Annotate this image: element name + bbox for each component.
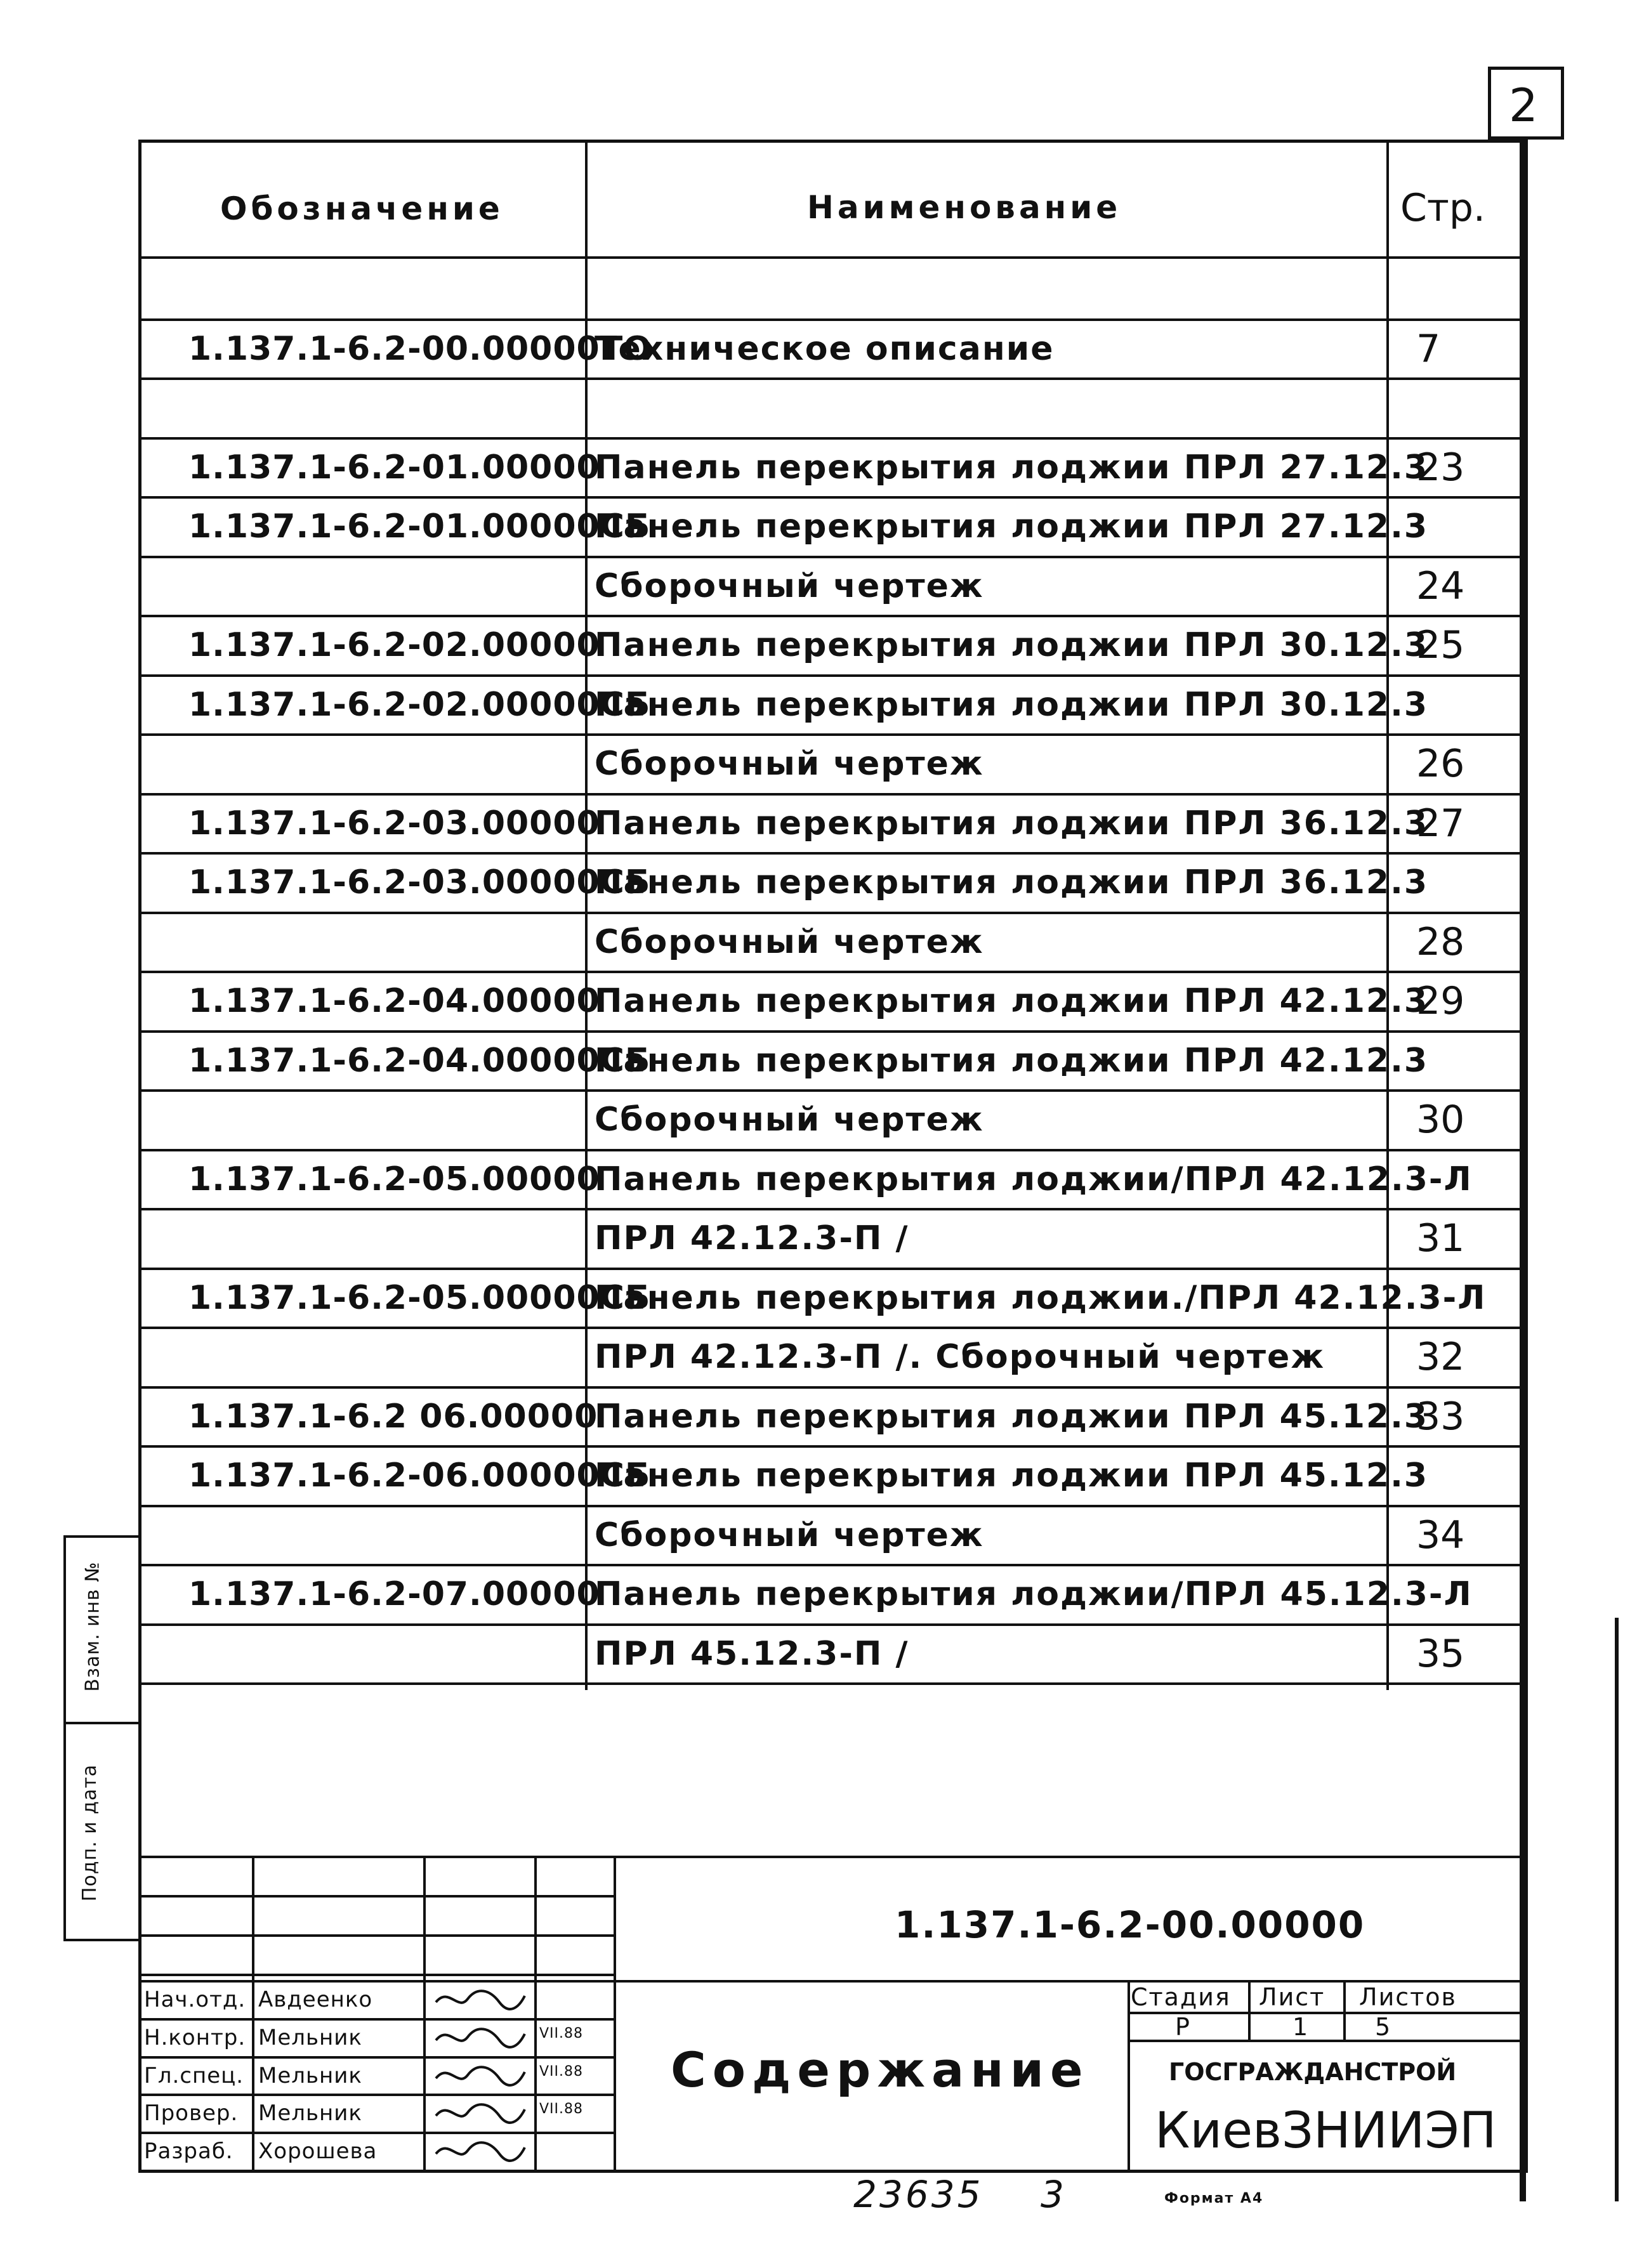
header-rule bbox=[141, 256, 1525, 259]
row-page: 28 bbox=[1416, 919, 1465, 964]
sheet-number: 2 bbox=[1509, 79, 1538, 132]
row-rule bbox=[141, 1682, 1525, 1685]
signer-name: Хорошева bbox=[258, 2139, 378, 2165]
row-code: 1.137.1-6.2-04.00000СБ bbox=[188, 1041, 651, 1080]
row-code: 1.137.1-6.2-07.00000 bbox=[188, 1575, 600, 1613]
row-page: 23 bbox=[1416, 445, 1465, 490]
signer-col-2 bbox=[423, 1856, 426, 2170]
format-mark: Формат А4 bbox=[1164, 2191, 1264, 2206]
signature-mark bbox=[430, 1983, 531, 2015]
row-rule bbox=[141, 1030, 1525, 1033]
row-name: ПРЛ 45.12.3-П / bbox=[595, 1634, 909, 1673]
row-name: Панель перекрытия лоджии/ПРЛ 42.12.3-Л bbox=[595, 1160, 1473, 1198]
row-rule bbox=[141, 852, 1525, 855]
signature-mark bbox=[430, 2097, 531, 2128]
signature-mark bbox=[430, 2135, 531, 2166]
header-page: Стр. bbox=[1400, 186, 1486, 230]
doc-code: 1.137.1-6.2-00.00000 bbox=[895, 1903, 1365, 1946]
row-rule bbox=[141, 674, 1525, 677]
signer-rule bbox=[141, 2018, 614, 2021]
org-name-2: КиевЗНИИЭП bbox=[1155, 2102, 1497, 2160]
signer-role: Разраб. bbox=[144, 2139, 233, 2165]
signer-col-3 bbox=[534, 1856, 537, 2170]
row-page: 7 bbox=[1416, 326, 1441, 371]
stage-col-1 bbox=[1248, 1980, 1251, 2040]
row-page: 27 bbox=[1416, 801, 1465, 846]
row-rule bbox=[141, 437, 1525, 440]
row-code: 1.137.1-6.2-01.00000СБ bbox=[188, 508, 651, 546]
grid-rule bbox=[141, 1980, 1525, 1983]
signer-role: Н.контр. bbox=[144, 2024, 246, 2050]
row-page: 33 bbox=[1416, 1394, 1465, 1439]
signer-rule bbox=[141, 2056, 614, 2059]
doc-title: Содержание bbox=[671, 2042, 1089, 2098]
signer-rule bbox=[141, 2132, 614, 2134]
sheet-label: Лист bbox=[1259, 1983, 1325, 2011]
signer-name: Мельник bbox=[258, 2062, 362, 2088]
row-rule bbox=[141, 556, 1525, 558]
side-stamp bbox=[63, 1535, 141, 1941]
row-name: Сборочный чертеж bbox=[595, 922, 984, 961]
stage-box-left bbox=[1128, 1980, 1130, 2170]
row-rule bbox=[141, 1089, 1525, 1092]
inventory-number: 23635 bbox=[853, 2173, 983, 2216]
title-block-top-rule bbox=[141, 1856, 1525, 1858]
signer-role: Провер. bbox=[144, 2101, 239, 2127]
row-rule bbox=[141, 1208, 1525, 1210]
row-rule bbox=[141, 733, 1525, 736]
row-code: 1.137.1-6.2-03.00000 bbox=[188, 804, 600, 842]
row-name: Панель перекрытия лоджии ПРЛ 45.12.3 bbox=[595, 1397, 1429, 1436]
row-rule bbox=[141, 912, 1525, 914]
row-page: 24 bbox=[1416, 563, 1465, 608]
row-code: 1.137.1-6.2-03.00000СБ bbox=[188, 863, 651, 901]
row-code: 1.137.1-6.2-04.00000 bbox=[188, 982, 600, 1020]
signer-name: Мельник bbox=[258, 2024, 362, 2050]
row-code: 1.137.1-6.2-02.00000 bbox=[188, 626, 600, 664]
right-edge-rule bbox=[1615, 1618, 1619, 2201]
row-name: Сборочный чертеж bbox=[595, 745, 984, 783]
row-code: 1.137.1-6.2-01.00000 bbox=[188, 448, 600, 487]
title-divider bbox=[614, 1856, 616, 2170]
sheet-value: 1 bbox=[1292, 2013, 1310, 2041]
signer-role: Гл.спец. bbox=[144, 2062, 244, 2088]
header-designation: Обозначение bbox=[220, 190, 504, 227]
row-rule bbox=[141, 1327, 1525, 1329]
row-code: 1.137.1-6.2-05.00000 bbox=[188, 1160, 600, 1198]
row-name: Техническое описание bbox=[595, 329, 1055, 368]
signer-date: VII.88 bbox=[539, 2063, 584, 2080]
side-stamp-divider bbox=[66, 1722, 138, 1724]
row-name: Панель перекрытия лоджии ПРЛ 30.12.3 bbox=[595, 626, 1429, 664]
row-name: Панель перекрытия лоджии ПРЛ 45.12.3 bbox=[595, 1457, 1429, 1495]
signer-name: Авдеенко bbox=[258, 1987, 373, 2012]
signer-col-1 bbox=[252, 1856, 254, 2170]
signer-date: VII.88 bbox=[539, 2025, 584, 2042]
row-rule bbox=[141, 1623, 1525, 1626]
header-name: Наименование bbox=[807, 189, 1122, 226]
row-rule bbox=[141, 496, 1525, 499]
row-code: 1.137.1-6.2 06.00000 bbox=[188, 1397, 598, 1436]
row-name: Панель перекрытия лоджии ПРЛ 27.12.3 bbox=[595, 508, 1429, 546]
row-page: 34 bbox=[1416, 1512, 1465, 1557]
row-name: Панель перекрытия лоджии ПРЛ 42.12.3 bbox=[595, 982, 1429, 1020]
row-name: ПРЛ 42.12.3-П /. Сборочный чертеж bbox=[595, 1338, 1325, 1376]
stage-value: Р bbox=[1175, 2013, 1191, 2041]
row-rule bbox=[141, 1505, 1525, 1507]
row-code: 1.137.1-6.2-05.00000СБ bbox=[188, 1278, 651, 1317]
row-code: 1.137.1-6.2-02.00000СБ bbox=[188, 685, 651, 724]
row-rule bbox=[141, 1268, 1525, 1270]
row-rule bbox=[141, 1445, 1525, 1448]
signer-rule bbox=[141, 2094, 614, 2096]
signature-mark bbox=[430, 2059, 531, 2091]
signature-mark bbox=[430, 2021, 531, 2053]
row-name: Панель перекрытия лоджии ПРЛ 30.12.3 bbox=[595, 685, 1429, 724]
row-code: 1.137.1-6.2-06.00000СБ bbox=[188, 1457, 651, 1495]
side-stamp-label-top: Взам. инв № bbox=[81, 1561, 104, 1692]
row-page: 29 bbox=[1416, 979, 1465, 1023]
row-code: 1.137.1-6.2-00.00000ТО bbox=[188, 329, 652, 368]
row-rule bbox=[141, 615, 1525, 617]
row-page: 35 bbox=[1416, 1631, 1465, 1676]
stage-col-2 bbox=[1343, 1980, 1346, 2040]
row-name: Сборочный чертеж bbox=[595, 1101, 984, 1139]
row-name: Сборочный чертеж bbox=[595, 567, 984, 605]
row-rule bbox=[141, 1149, 1525, 1151]
row-name: Панель перекрытия лоджии ПРЛ 36.12.3 bbox=[595, 863, 1429, 901]
signer-name: Мельник bbox=[258, 2101, 362, 2127]
row-name: ПРЛ 42.12.3-П / bbox=[595, 1219, 909, 1257]
signer-date: VII.88 bbox=[539, 2101, 584, 2118]
sheets-value: 5 bbox=[1375, 2013, 1392, 2041]
row-rule bbox=[141, 377, 1525, 380]
copy-mark: 3 bbox=[1041, 2173, 1064, 2216]
row-page: 30 bbox=[1416, 1098, 1465, 1142]
row-name: Панель перекрытия лоджии./ПРЛ 42.12.3-Л bbox=[595, 1278, 1487, 1317]
row-rule bbox=[141, 971, 1525, 973]
org-name-1: ГОСГРАЖДАНСТРОЙ bbox=[1169, 2058, 1457, 2086]
row-rule bbox=[141, 793, 1525, 796]
row-name: Панель перекрытия лоджии ПРЛ 27.12.3 bbox=[595, 448, 1429, 487]
signer-role: Нач.отд. bbox=[144, 1987, 246, 2012]
row-page: 25 bbox=[1416, 623, 1465, 667]
row-name: Панель перекрытия лоджии/ПРЛ 45.12.3-Л bbox=[595, 1575, 1473, 1613]
sheet-number-box bbox=[1488, 67, 1564, 140]
sheets-label: Листов bbox=[1359, 1983, 1457, 2011]
contents-table bbox=[141, 142, 1525, 1690]
grid-rule bbox=[141, 1934, 614, 1937]
grid-rule bbox=[141, 1895, 614, 1898]
row-rule bbox=[141, 1386, 1525, 1389]
row-page: 26 bbox=[1416, 742, 1465, 786]
row-rule bbox=[141, 318, 1525, 321]
side-stamp-label-bottom: Подп. и дата bbox=[79, 1764, 102, 1902]
grid-rule bbox=[141, 1974, 614, 1976]
row-rule bbox=[141, 1564, 1525, 1566]
row-name: Панель перекрытия лоджии ПРЛ 36.12.3 bbox=[595, 804, 1429, 842]
title-block bbox=[141, 1856, 1525, 2170]
stage-label: Стадия bbox=[1131, 1983, 1231, 2011]
row-page: 31 bbox=[1416, 1216, 1465, 1261]
row-name: Панель перекрытия лоджии ПРЛ 42.12.3 bbox=[595, 1041, 1429, 1080]
row-page: 32 bbox=[1416, 1335, 1465, 1379]
row-name: Сборочный чертеж bbox=[595, 1516, 984, 1554]
